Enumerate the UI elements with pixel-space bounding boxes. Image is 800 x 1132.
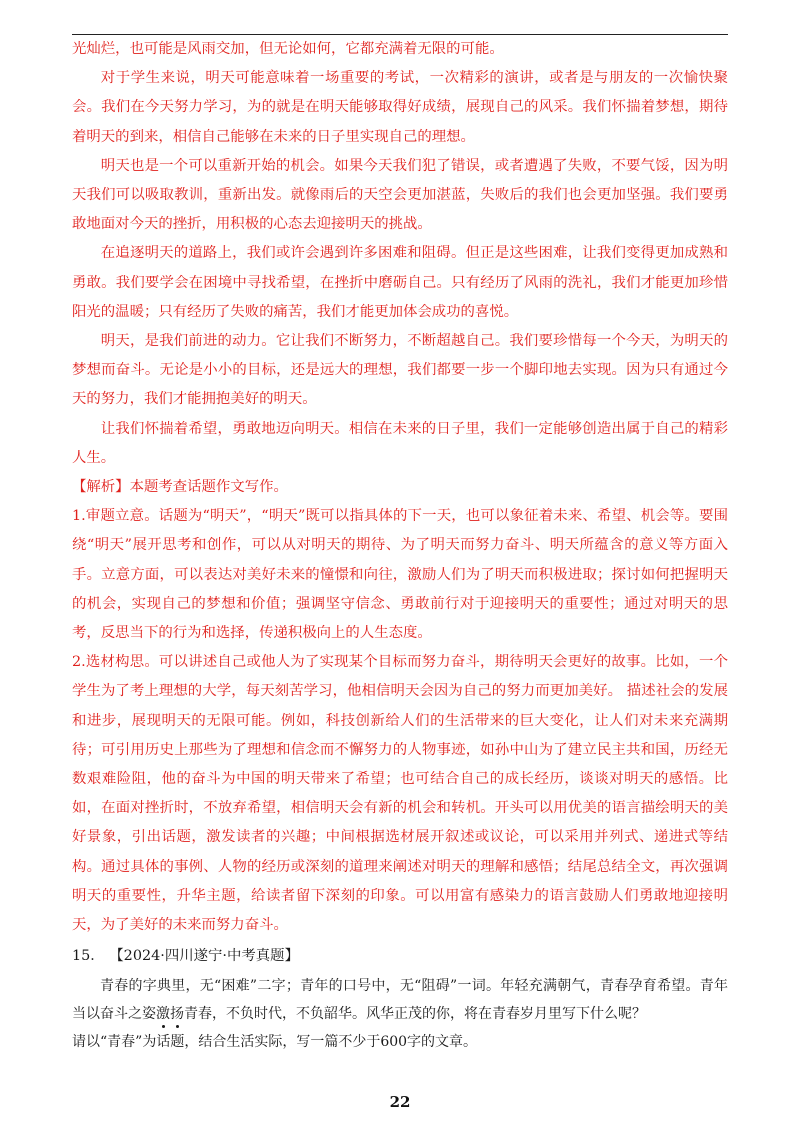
question-task <box>72 1028 728 1056</box>
analysis-point-1: 1.审题立意。话题为“明天”，“明天”既可以指具体的下一天，也可以象征着未来、希望、机会等。要围绕“明天”展开思考和创作，可以从对明天的期待、为了明天而努力奋斗、明天所蕴含的意义等方面入手。立意方面，可以表达对美好未来的憧憬和向往，激励人们为了明天而积极进取；探讨如何把握明天的机会，实现自己的梦想和价值；强调坚守信念、勇敢前行对于迎接明天的重要性；通过对明天的思考，反思当下的行为和选择，传递积极向上的人生态度。 <box>72 508 728 642</box>
essay-paragraph: 对于学生来说，明天可能意味着一场重要的考试，一次精彩的演讲，或者是与朋友的一次愉快聚会。我们在今天努力学习，为的就是在明天能够取得好成绩，展现自己的风采。我们怀揣着梦想，期待着明天的到来，相信自己能够在未来的日子里实现自己的理想。 <box>72 70 728 145</box>
analysis-heading: 【解析】本题考查话题作文写作。 <box>72 479 288 496</box>
question-prompt: 青春的字典里，无“困难”二字；青年的口号中，无“阻碍”一词。年轻充满朝气，青春孕育希望。青年当以奋斗之姿激扬青春，不负时代，不负韶华。风华正茂的你，将在青春岁月里写下什么呢？ <box>72 977 728 1022</box>
essay-paragraph: 让我们怀揣着希望，勇敢地迈向明天。相信在未来的日子里，我们一定能够创造出属于自己的精彩人生。 <box>72 420 728 466</box>
essay-paragraph-continued: 光灿烂，也可能是风雨交加，但无论如何，它都充满着无限的可能。 <box>72 41 504 57</box>
essay-paragraph: 明天也是一个可以重新开始的机会。如果今天我们犯了错误，或者遭遇了失败，不要气馁，因为明天我们可以吸取教训，重新出发。就像雨后的天空会更加湛蓝，失败后的我们也会更加坚强。我们要勇敢地面对今天的挫折，用积极的心态去迎接明天的挑战。 <box>72 157 728 233</box>
emphasis-char: 题 <box>170 1028 184 1056</box>
task-text-before: 请以“青春”为 <box>72 1033 157 1050</box>
essay-paragraph: 在追逐明天的道路上，我们或许会遇到许多困难和阻碍。但正是这些困难，让我们变得更加成熟和勇敢。我们要学会在困境中寻找希望，在挫折中磨砺自己。只有经历了风雨的洗礼，我们才能更加珍惜阳光的温暖；只有经历了失败的痛苦，我们才能更加体会成功的喜悦。 <box>72 245 728 320</box>
emphasis-char: 话 <box>156 1028 170 1056</box>
question-number: 15． <box>72 948 105 965</box>
page-number: 22 <box>389 1093 411 1111</box>
essay-paragraph: 明天，是我们前进的动力。它让我们不断努力，不断超越自己。我们要珍惜每一个今天，为明天的梦想而奋斗。无论是小小的目标，还是远大的理想，我们都要一步一个脚印地去实现。因为只有通过今天的努力，我们才能拥抱美好的明天。 <box>72 333 728 408</box>
question-source: 【2024·四川遂宁·中考真题】 <box>109 948 299 965</box>
analysis-point-2: 2.选材构思。可以讲述自己或他人为了实现某个目标而努力奋斗，期待明天会更好的故事。比如，一个学生为了考上理想的大学，每天刻苦学习，他相信明天会因为自己的努力而更加美好。 描述社会的发展和进步，展现明天的无限可能。例如，科技创新给人们的生活带来的巨大变化，让人们对未来充满期待；可引用历史上那些为了理想和信念而不懈努力的人物事迹，如孙中山为了建立民主共和国，历经无数艰难险阻，他的奋斗为中国的明天带来了希望；也可结合自己的成长经历，谈谈对明天的感悟。比如，在面对挫折时，不放弃希望，相信明天会有新的机会和转机。开头可以用优美的语言描绘明天的美好景象，引出话题，激发读者的兴趣；中间根据选材展开叙述或议论，可以采用并列式、递进式等结构。通过具体的事例、人物的经历或深刻的道理来阐述对明天的理解和感悟；结尾总结全文，再次强调明天的重要性，升华主题，给读者留下深刻的印象。可以用富有感染力的语言鼓励人们勇敢地迎接明天，为了美好的未来而努力奋斗。 <box>72 654 728 934</box>
page-content <box>72 35 728 1056</box>
task-text-after: ，结合生活实际，写一篇不少于600字的文章。 <box>184 1033 478 1050</box>
question-header <box>72 942 728 971</box>
